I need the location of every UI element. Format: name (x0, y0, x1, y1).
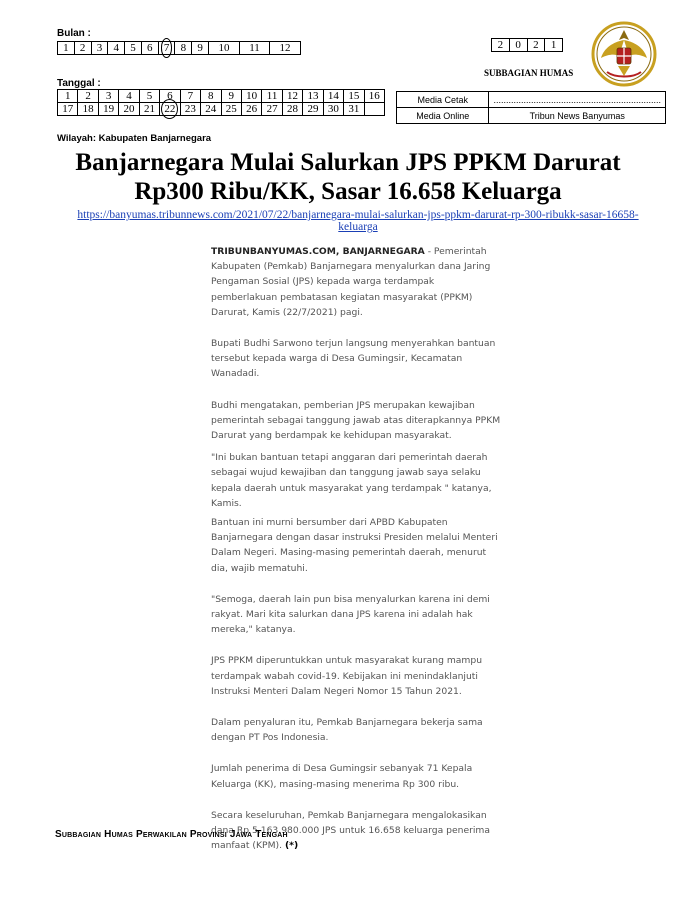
title-line-2: Rp300 Ribu/KK, Sasar 16.658 Keluarga (134, 178, 562, 205)
date-value: 25 (225, 103, 237, 115)
date-value: 29 (307, 103, 319, 115)
date-value: 19 (103, 103, 115, 115)
month-value: 2 (79, 42, 86, 54)
month-value: 10 (218, 42, 230, 54)
date-cell (262, 103, 282, 116)
paragraph-8: Dalam penyaluran itu, Pemkab Banjarnegara bekerja sama dengan PT Pos Indonesia. (211, 717, 483, 744)
month-value: 1 (63, 42, 69, 54)
date-value: 21 (143, 103, 155, 115)
month-cell (74, 42, 91, 55)
month-value: 9 (197, 42, 203, 54)
date-cell (180, 90, 200, 103)
date-value: 26 (246, 103, 258, 115)
date-cell (58, 90, 78, 103)
month-cell (192, 42, 209, 55)
year-digit: 0 (509, 39, 527, 52)
date-value: 28 (287, 103, 299, 115)
url-line-2[interactable]: keluarga (338, 221, 378, 233)
article-title (40, 148, 656, 206)
month-value: 7 (163, 42, 170, 54)
month-value: 11 (249, 42, 260, 54)
month-value: 6 (147, 42, 153, 54)
month-cell (269, 42, 300, 55)
paragraph-5: Bantuan ini murni bersumber dari APBD Kabupaten Banjarnegara dengan dasar instruksi Presiden melalui Menteri Dalam Negeri. Masing-masing pemerintah daerah, menurut dia, wajib mematuhi. (211, 517, 498, 574)
date-cell (344, 90, 364, 103)
unit-label: SUBBAGIAN HUMAS (484, 68, 574, 78)
date-value: 2 (85, 90, 91, 102)
date-cell (221, 90, 241, 103)
article-url-link[interactable] (40, 209, 676, 233)
date-cell (180, 103, 200, 116)
month-cell (91, 42, 108, 55)
url-line-1[interactable]: https://banyumas.tribunnews.com/2021/07/22/banjarnegara-mulai-salurkan-jps-ppkm-darurat-rp-300-ribukk-sasar-16658- (77, 209, 639, 221)
date-cell (241, 103, 261, 116)
date-value: 3 (105, 90, 112, 102)
media-table (396, 91, 666, 124)
date-cell (323, 103, 343, 116)
date-cell (98, 103, 118, 116)
date-cell (364, 90, 384, 103)
date-cell (139, 103, 159, 116)
month-cell (108, 42, 125, 55)
date-value: 15 (348, 90, 360, 102)
footer-label: Subbagian Humas Perwakilan Provinsi Jawa Tengah (55, 829, 288, 840)
month-value: 3 (96, 42, 103, 54)
date-cell (241, 90, 261, 103)
date-value: 6 (167, 90, 173, 102)
bulan-label: Bulan : (57, 28, 91, 39)
date-cell (344, 103, 364, 116)
media-cetak-label: Media Cetak (397, 92, 489, 108)
date-cell (221, 103, 241, 116)
media-online-value: Tribun News Banyumas (489, 108, 666, 124)
date-cell (139, 90, 159, 103)
paragraph-7: JPS PPKM diperuntukkan untuk masyarakat kurang mampu terdampak wabah covid-19. Kebijakan ini menindaklanjuti Instruksi Menteri Dalam Negeri Nomor 15 Tahun 2021. (211, 655, 483, 697)
date-value: 18 (82, 103, 94, 115)
date-value: 14 (327, 90, 339, 102)
month-cell (209, 42, 240, 55)
date-cell (282, 103, 302, 116)
date-value: 4 (126, 90, 132, 102)
date-value: 5 (146, 90, 153, 102)
date-cell (364, 103, 384, 116)
month-value: 12 (279, 42, 291, 54)
date-cell (78, 90, 98, 103)
title-line-1: Banjarnegara Mulai Salurkan JPS PPKM Darurat (75, 149, 621, 176)
date-value: 13 (307, 90, 319, 102)
date-cell (78, 103, 98, 116)
date-value: 9 (228, 90, 234, 102)
date-value: 1 (64, 90, 71, 102)
date-cell (98, 90, 118, 103)
month-cell (158, 42, 175, 55)
paragraph-2: Bupati Budhi Sarwono terjun langsung menyerahkan bantuan tersebut kepada warga di Desa Gumingsir, Kecamatan Wanadadi. (211, 338, 496, 380)
month-cell (125, 42, 142, 55)
year-digit: 2 (527, 39, 545, 52)
media-cetak-value: ................................................................... (489, 92, 666, 108)
date-cell (282, 90, 302, 103)
tanggal-label: Tanggal : (57, 78, 101, 89)
paragraph-10-text: Secara keseluruhan, Pemkab Banjarnegara mengalokasikan dana Rp 5.163.980.000 JPS untuk 16.658 keluarga penerima manfaat (KPM). (211, 809, 491, 852)
date-value: 10 (246, 90, 258, 102)
garuda-emblem-icon (591, 18, 657, 90)
date-grid (57, 89, 385, 116)
date-cell (58, 103, 78, 116)
year-digit: 2 (492, 39, 510, 52)
month-value: 4 (113, 42, 119, 54)
year-digit: 1 (545, 39, 563, 52)
date-cell (119, 103, 139, 116)
date-value: 22 (164, 103, 176, 115)
wilayah-label: Wilayah: Kabupaten Banjarnegara (57, 133, 212, 144)
month-grid (57, 41, 301, 55)
paragraph-1 (211, 244, 501, 320)
date-cell (303, 103, 323, 116)
date-cell (201, 90, 221, 103)
month-cell (175, 42, 192, 55)
date-cell (119, 90, 139, 103)
paragraph-3: Budhi mengatakan, pemberian JPS merupakan kewajiban pemerintah sebagai tanggung jawab atas diterapkannya PPKM Darurat yang berdampak ke kehidupan masyarakat. (211, 399, 501, 442)
date-cell (160, 103, 180, 116)
date-value: 31 (348, 103, 360, 115)
month-cell (58, 42, 75, 55)
paragraph-6: "Semoga, daerah lain pun bisa menyalurkan karena ini demi rakyat. Mari kita salurkan dana JPS karena ini adalah hak mereka," katanya. (211, 593, 490, 636)
date-value: 16 (368, 90, 380, 102)
date-cell (323, 90, 343, 103)
date-value: 11 (266, 90, 278, 102)
month-value: 5 (130, 42, 136, 54)
paragraph-4: "Ini bukan bantuan tetapi anggaran dari pemerintah daerah sebagai wujud kewajiban dan tanggung jawab saya selaku kepala daerah untuk masyarakat yang terdampak " katanya, Kamis. (211, 452, 492, 509)
article-body (211, 244, 501, 854)
date-value: 30 (327, 103, 339, 115)
date-value: 24 (205, 103, 217, 115)
closing-mark: (*) (284, 840, 299, 852)
paragraph-1-text: - Pemerintah Kabupaten (Pemkab) Banjarnegara menyalurkan dana Jaring Pengaman Sosial (JPS) kepada warga terdampak pemberlakuan pembatasan kegiatan masyarakat (PPKM) Darurat, Kamis (22/7/2021) pagi. (211, 246, 491, 318)
paragraph-9: Jumlah penerima di Desa Gumingsir sebanyak 71 Kepala Keluarga (KK), masing-masing menerima Rp 300 ribu. (211, 763, 473, 790)
date-value: 23 (184, 103, 196, 115)
date-value: 17 (62, 103, 74, 115)
month-cell (141, 42, 158, 55)
year-grid (491, 38, 563, 52)
date-cell (262, 90, 282, 103)
date-value: 8 (208, 90, 214, 102)
date-value: 20 (123, 103, 135, 115)
date-value: 27 (266, 103, 278, 115)
date-cell (303, 90, 323, 103)
month-cell (240, 42, 270, 55)
date-value: 12 (287, 90, 299, 102)
month-value: 8 (180, 42, 187, 54)
media-online-label: Media Online (397, 108, 489, 124)
date-value: 7 (187, 90, 194, 102)
dateline: TRIBUNBANYUMAS.COM, BANJARNEGARA (211, 246, 425, 257)
date-cell (201, 103, 221, 116)
